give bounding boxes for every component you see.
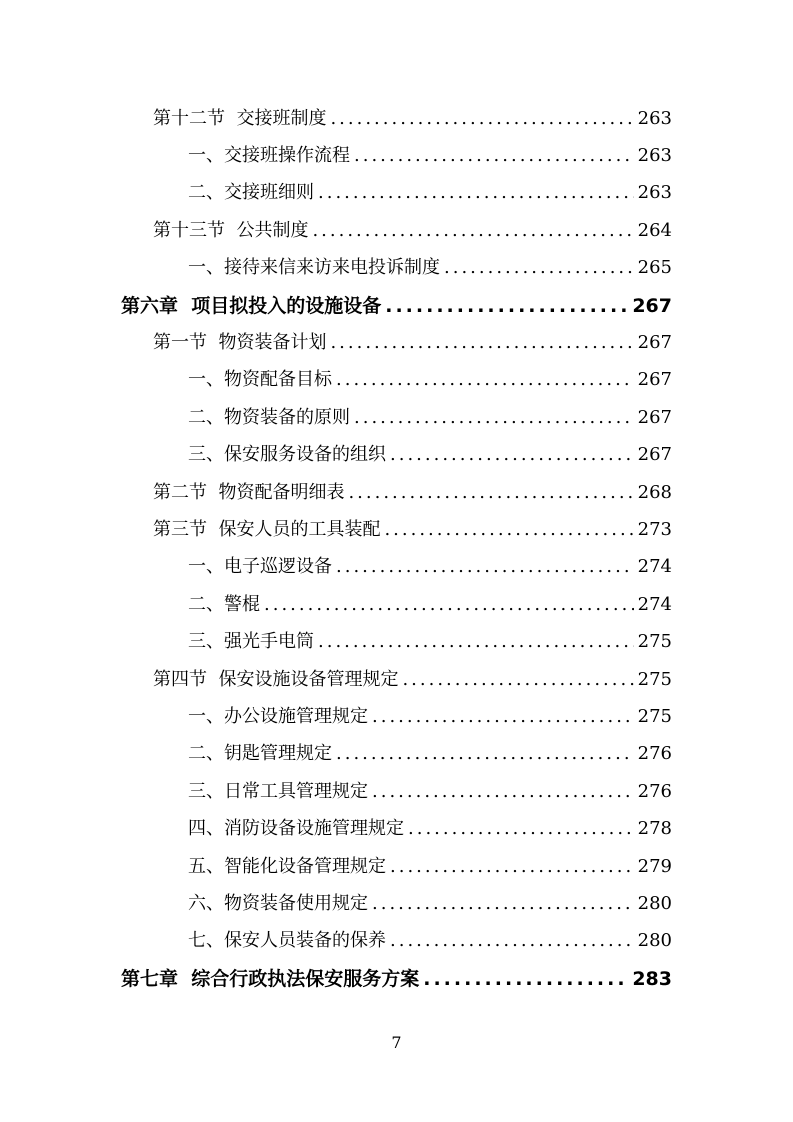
toc-entry-page: 280 [637, 892, 672, 914]
toc-entry-page: 279 [637, 855, 672, 877]
toc-dot-leader [384, 519, 633, 541]
toc-entry-title: 七、保安人员装备的保养 [188, 930, 386, 952]
toc-entry-page: 265 [637, 257, 672, 279]
toc-entry-title: 三、强光手电筒 [188, 631, 314, 653]
toc-entry-title: 第十三节 公共制度 [153, 219, 309, 241]
toc-entry-title: 第一节 物资装备计划 [153, 332, 327, 354]
toc-entry[interactable] [0, 175, 793, 212]
toc-dot-leader [385, 295, 628, 317]
toc-entry-title: 一、办公设施管理规定 [188, 705, 368, 727]
toc-entry[interactable] [0, 923, 793, 960]
page-number: 7 [391, 1033, 402, 1052]
toc-entry[interactable] [0, 362, 793, 399]
toc-entry[interactable] [0, 623, 793, 660]
toc-entry[interactable] [0, 324, 793, 361]
toc-dot-leader [423, 968, 628, 990]
toc-dot-leader [390, 444, 634, 466]
toc-entry-title: 二、钥匙管理规定 [188, 743, 332, 765]
toc-entry[interactable] [0, 437, 793, 474]
table-of-contents [0, 100, 793, 997]
toc-entry-page: 274 [637, 593, 672, 615]
toc-entry[interactable] [0, 549, 793, 586]
toc-dot-leader [408, 818, 634, 840]
toc-dot-leader [372, 706, 634, 728]
toc-entry-title: 二、交接班细则 [188, 182, 314, 204]
toc-dot-leader [336, 743, 634, 765]
toc-dot-leader [348, 482, 633, 504]
toc-entry-title: 六、物资装备使用规定 [188, 892, 368, 914]
toc-entry[interactable] [0, 511, 793, 548]
toc-entry-title: 第三节 保安人员的工具装配 [153, 518, 381, 540]
toc-entry-page: 267 [637, 406, 672, 428]
toc-entry-page: 263 [637, 107, 672, 129]
toc-entry[interactable] [0, 773, 793, 810]
toc-entry-page: 275 [637, 668, 672, 690]
toc-dot-leader [318, 631, 634, 653]
toc-entry-title: 第十二节 交接班制度 [153, 107, 327, 129]
toc-entry[interactable] [0, 586, 793, 623]
toc-entry-page: 264 [637, 219, 672, 241]
toc-entry[interactable] [0, 250, 793, 287]
toc-dot-leader [390, 930, 634, 952]
toc-entry-page: 274 [637, 556, 672, 578]
toc-dot-leader [372, 893, 634, 915]
toc-entry[interactable] [0, 474, 793, 511]
toc-entry-title: 二、警棍 [188, 593, 260, 615]
toc-dot-leader [330, 332, 633, 354]
toc-entry-page: 268 [637, 481, 672, 503]
toc-dot-leader [318, 182, 634, 204]
toc-chapter-entry[interactable] [0, 287, 793, 324]
toc-entry-page: 267 [637, 332, 672, 354]
toc-entry[interactable] [0, 100, 793, 137]
toc-dot-leader [264, 594, 634, 616]
toc-entry-title: 四、消防设备设施管理规定 [188, 818, 404, 840]
toc-dot-leader [390, 856, 634, 878]
toc-entry-title: 三、日常工具管理规定 [188, 780, 368, 802]
toc-entry-page: 267 [637, 369, 672, 391]
toc-dot-leader [312, 220, 633, 242]
toc-entry[interactable] [0, 848, 793, 885]
toc-entry-title: 第七章 综合行政执法保安服务方案 [121, 967, 420, 990]
toc-dot-leader [402, 669, 633, 691]
toc-dot-leader [444, 257, 634, 279]
toc-entry[interactable] [0, 736, 793, 773]
toc-entry[interactable] [0, 661, 793, 698]
toc-entry[interactable] [0, 137, 793, 174]
toc-dot-leader [330, 108, 633, 130]
toc-entry-page: 276 [637, 780, 672, 802]
toc-chapter-entry[interactable] [0, 960, 793, 997]
toc-entry-page: 278 [637, 818, 672, 840]
toc-entry-title: 一、接待来信来访来电投诉制度 [188, 257, 440, 279]
toc-entry-title: 第六章 项目拟投入的设施设备 [121, 294, 382, 317]
toc-entry[interactable] [0, 212, 793, 249]
toc-entry-page: 273 [637, 518, 672, 540]
toc-dot-leader [354, 145, 634, 167]
toc-entry-title: 第四节 保安设施设备管理规定 [153, 668, 399, 690]
toc-entry-page: 267 [632, 294, 672, 317]
toc-entry-page: 283 [632, 967, 672, 990]
toc-entry-page: 263 [637, 145, 672, 167]
toc-dot-leader [372, 781, 634, 803]
toc-entry-title: 一、交接班操作流程 [188, 145, 350, 167]
toc-entry-title: 二、物资装备的原则 [188, 406, 350, 428]
toc-entry-title: 一、电子巡逻设备 [188, 556, 332, 578]
toc-dot-leader [354, 407, 634, 429]
toc-entry-page: 280 [637, 930, 672, 952]
toc-entry-page: 276 [637, 743, 672, 765]
toc-dot-leader [336, 369, 634, 391]
toc-entry[interactable] [0, 885, 793, 922]
toc-entry[interactable] [0, 399, 793, 436]
toc-entry[interactable] [0, 698, 793, 735]
toc-entry-title: 第二节 物资配备明细表 [153, 481, 345, 503]
toc-entry-page: 275 [637, 631, 672, 653]
toc-entry-title: 一、物资配备目标 [188, 369, 332, 391]
toc-entry-page: 263 [637, 182, 672, 204]
toc-entry-page: 275 [637, 705, 672, 727]
toc-entry-title: 五、智能化设备管理规定 [188, 855, 386, 877]
toc-entry-page: 267 [637, 444, 672, 466]
toc-dot-leader [336, 556, 634, 578]
toc-entry[interactable] [0, 810, 793, 847]
toc-entry-title: 三、保安服务设备的组织 [188, 444, 386, 466]
